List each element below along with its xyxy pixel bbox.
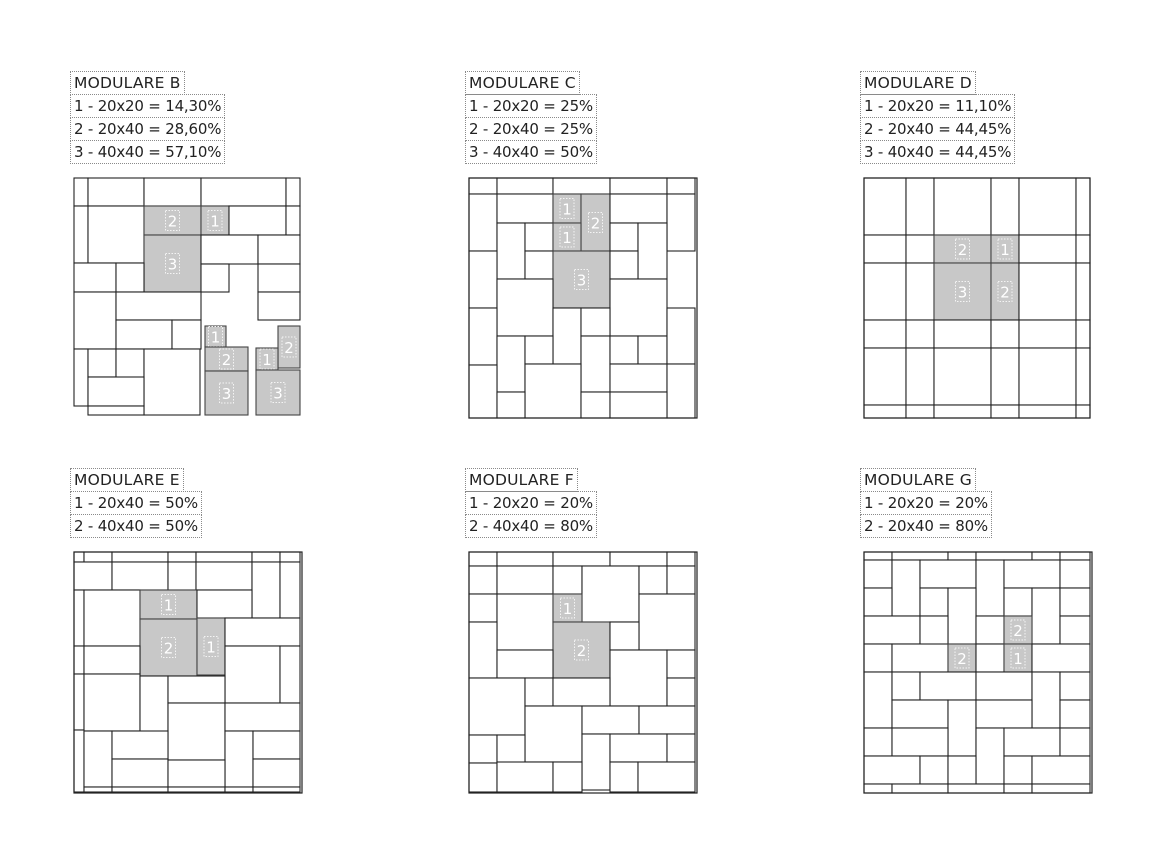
tile [1032,552,1060,560]
tile [864,263,906,320]
tile-number: 2 [163,639,174,658]
tile [582,706,639,734]
tile [168,760,225,787]
tile [469,763,497,792]
tile [196,562,252,590]
tile [553,678,610,706]
tile [892,552,948,560]
tile [906,263,934,320]
tile [991,405,1019,418]
legend-line-2: 2 - 20x40 = 28,60% [70,117,225,141]
tile [74,562,112,590]
panel-title: MODULARE B [70,71,185,95]
tile-pattern-e [74,552,302,793]
tile [610,194,667,223]
tile [976,700,1032,728]
tile [948,552,976,560]
tile-pattern-c [469,178,697,418]
tile [610,223,638,251]
tile [934,348,991,405]
tile [976,644,1004,672]
tile [469,566,497,594]
tile [864,235,906,263]
tile [553,178,610,194]
tile-number: 2 [1000,283,1010,302]
tile-number: 3 [221,385,232,403]
tile [84,646,140,674]
tile [112,787,168,792]
tile [667,734,695,762]
tile [1032,756,1090,784]
tile [906,178,934,235]
tile [667,566,695,594]
tile [864,756,920,784]
tile [610,178,667,194]
tile [168,703,225,760]
tile [525,336,553,364]
tile [280,562,300,618]
tile [934,178,991,235]
legend-line-2: 2 - 20x40 = 80% [860,514,992,538]
tile [892,728,948,756]
tile [525,364,581,418]
tile [1004,728,1060,756]
tile [497,178,553,194]
tile [892,672,920,700]
tile [252,552,280,562]
tile [639,706,695,734]
tile [667,552,695,566]
tile [469,622,497,678]
tile [497,336,525,392]
tile [906,320,934,348]
panel-modulare-f [465,469,597,538]
tile [497,762,553,792]
tile [116,320,172,349]
tile [948,700,976,756]
tile [1060,588,1090,616]
tile-number: 1 [262,351,272,369]
panel-title: MODULARE C [465,71,580,95]
tile [525,706,582,762]
tile [1032,644,1090,672]
tile [88,206,144,263]
tile [112,552,168,562]
tile-number: 1 [163,596,174,615]
tile [610,392,667,418]
tile [144,349,200,415]
tile [84,731,112,787]
tile [864,320,906,348]
tile [201,264,229,292]
tile [948,756,976,784]
tile-number: 3 [576,271,587,290]
tile [920,588,948,616]
tile [112,562,168,590]
tile [1004,756,1032,784]
legend-line-3: 3 - 40x40 = 57,10% [70,140,225,164]
tile-pattern-f [469,552,697,793]
tile [168,676,225,703]
tile [469,365,497,418]
tile [976,672,1032,700]
tile [88,178,144,206]
tile [976,560,1004,616]
tile [581,392,610,418]
tile [84,590,140,646]
tile [525,251,553,279]
tile [864,405,906,418]
tile-number: 1 [206,638,216,657]
panel-modulare-g [860,469,992,538]
tile [582,566,639,622]
tile [892,784,948,793]
tile [1060,700,1090,728]
tile [84,787,112,792]
legend-line-1: 1 - 20x20 = 11,10% [860,94,1015,118]
panel-modulare-e [70,469,202,538]
tile [920,560,976,588]
tile [934,405,991,418]
tile [469,308,497,365]
tile [286,178,300,206]
tile-number: 2 [590,214,601,233]
tile [638,762,695,792]
tile [1019,348,1076,405]
tile [976,616,1004,644]
tile [497,223,525,279]
tile [864,552,892,560]
tile [667,650,695,678]
tile [864,784,892,793]
tile [1032,784,1090,793]
tile [639,566,667,594]
tile [258,292,300,320]
tile [74,674,84,730]
tile [229,206,286,235]
tile [1019,263,1076,320]
legend-line-1: 1 - 20x20 = 20% [860,491,992,515]
legend-line-2: 2 - 20x40 = 44,45% [860,117,1015,141]
tile-number: 2 [957,650,967,668]
tile [1076,178,1090,235]
tile [667,194,695,251]
tile [469,251,497,308]
tile [610,734,667,762]
tile [639,594,695,650]
tile [497,279,553,336]
tile [864,616,920,644]
tile [201,235,258,264]
tile [1076,405,1090,418]
tile [225,703,300,731]
tile [497,735,525,763]
tile [497,552,553,566]
tile [864,560,892,588]
tile [581,308,610,336]
legend-line-1: 1 - 20x20 = 14,30% [70,94,225,118]
tile [252,562,280,618]
tile [948,784,1004,793]
tile [610,650,667,706]
panel-modulare-d [860,72,1015,164]
panel-modulare-b [70,72,225,164]
tile [469,552,497,566]
tile [1060,728,1090,756]
panel-modulare-c [465,72,597,164]
legend-line-3: 3 - 40x40 = 50% [465,140,597,164]
tile-number: 2 [284,339,294,357]
legend-line-1: 1 - 20x20 = 25% [465,94,597,118]
tile [920,672,976,700]
tile-number: 2 [167,212,178,231]
tile [116,263,144,292]
tile [1076,235,1090,263]
tile [497,594,553,650]
tile [168,787,225,792]
tile [253,731,300,759]
tile [864,588,892,616]
tile [225,731,253,787]
tile [74,206,88,263]
legend-line-2: 2 - 40x40 = 50% [70,514,202,538]
tile [1004,784,1032,793]
tile [1032,672,1060,728]
tile [582,734,610,790]
tile [906,348,934,405]
tile [112,731,168,759]
tile [469,178,497,194]
tile [280,646,300,703]
tile [74,292,116,349]
tile [667,678,695,706]
tile [610,552,667,566]
tile-number: 1 [210,328,221,347]
tile [74,646,84,674]
tile [196,552,252,562]
legend [465,72,597,164]
tile [667,178,695,194]
panel-title: MODULARE E [70,468,184,492]
tile [553,762,582,792]
tile [253,759,300,787]
tile [225,646,280,703]
tile-number: 1 [562,229,572,247]
legend [465,469,597,538]
legend [860,469,992,538]
tile [74,730,84,792]
tile [497,392,525,418]
tile [253,787,300,792]
tile [286,206,300,235]
tile-pattern-b [74,178,302,416]
tile [140,676,168,732]
tile [74,178,88,206]
legend [70,72,225,164]
tile [144,178,201,206]
tile-number: 2 [957,241,968,259]
legend-line-1: 1 - 20x40 = 50% [70,491,202,515]
tile-number: 1 [562,200,572,219]
tile [225,618,300,646]
tile [258,264,300,292]
tile [469,735,497,763]
tile [497,566,553,594]
legend-line-2: 2 - 40x40 = 80% [465,514,597,538]
tile [88,377,144,406]
tile [74,349,88,406]
tile [1060,552,1090,560]
tile [88,406,144,415]
tile [864,672,892,728]
tile [525,678,553,706]
tile [112,759,168,787]
tile [948,588,976,644]
tile [991,178,1019,235]
tile [74,552,84,562]
tile [610,762,638,792]
tile [610,279,667,336]
tile [892,700,948,728]
tile [667,308,695,364]
tile-number: 2 [576,642,587,660]
tile-number: 3 [167,255,178,274]
tile [1032,588,1060,644]
legend-line-2: 2 - 20x40 = 25% [465,117,597,141]
tile [84,552,112,562]
tile-number: 1 [562,600,573,618]
tile [525,223,553,251]
tile [225,787,253,792]
panel-title: MODULARE F [465,468,578,492]
tile [1004,560,1060,588]
tile [1019,405,1076,418]
legend [860,72,1015,164]
tile [892,644,948,672]
tile [991,348,1019,405]
tile-number: 3 [957,283,968,302]
tile [553,566,582,594]
tile [88,349,116,377]
tile-number: 2 [1013,622,1023,640]
tile [168,552,196,562]
tile [74,590,84,646]
tile [581,336,610,392]
tile [469,678,525,735]
panel-title: MODULARE G [860,468,976,492]
tile [976,552,1032,560]
tile [1076,263,1090,320]
tile [1019,320,1076,348]
tile [1060,560,1090,588]
tile [497,650,553,678]
tile [116,292,201,320]
tile [667,364,695,418]
tile [197,590,252,618]
legend-line-3: 3 - 40x40 = 44,45% [860,140,1015,164]
tile [610,622,639,650]
tile-number: 2 [221,351,232,369]
tile-number: 1 [1013,650,1023,668]
tile [172,320,201,349]
tile [280,552,300,562]
tile-number: 3 [273,384,283,403]
tile [1060,616,1090,644]
tile [553,308,581,364]
tile [469,194,497,251]
tile [976,728,1004,784]
tile-pattern-d [864,178,1090,418]
tile [168,562,196,590]
legend [70,469,202,538]
tile [497,194,553,223]
tile [610,364,667,392]
tile-pattern-g [864,552,1092,793]
tile [469,594,497,622]
tile [906,405,934,418]
tile [1076,320,1090,348]
tile [84,674,140,731]
tile [1019,178,1076,235]
tile [201,178,286,206]
tile [892,560,920,616]
tile [74,263,116,292]
tile [1076,348,1090,405]
panel-title: MODULARE D [860,71,976,95]
tile [1019,235,1076,263]
tile [934,320,991,348]
tile [864,348,906,405]
tile [553,552,610,566]
tile [906,235,934,263]
tile [1004,588,1032,616]
tile [638,336,667,364]
tile [610,336,638,364]
tile [864,644,892,672]
tile-number: 1 [210,212,220,231]
tile [258,235,300,264]
tile-number: 1 [1000,241,1010,259]
tile [610,251,638,279]
tile [1060,672,1090,700]
tile [864,728,892,756]
tile [864,178,906,235]
tile [920,756,948,784]
legend-line-1: 1 - 20x20 = 20% [465,491,597,515]
tile [991,320,1019,348]
tile [638,223,667,279]
